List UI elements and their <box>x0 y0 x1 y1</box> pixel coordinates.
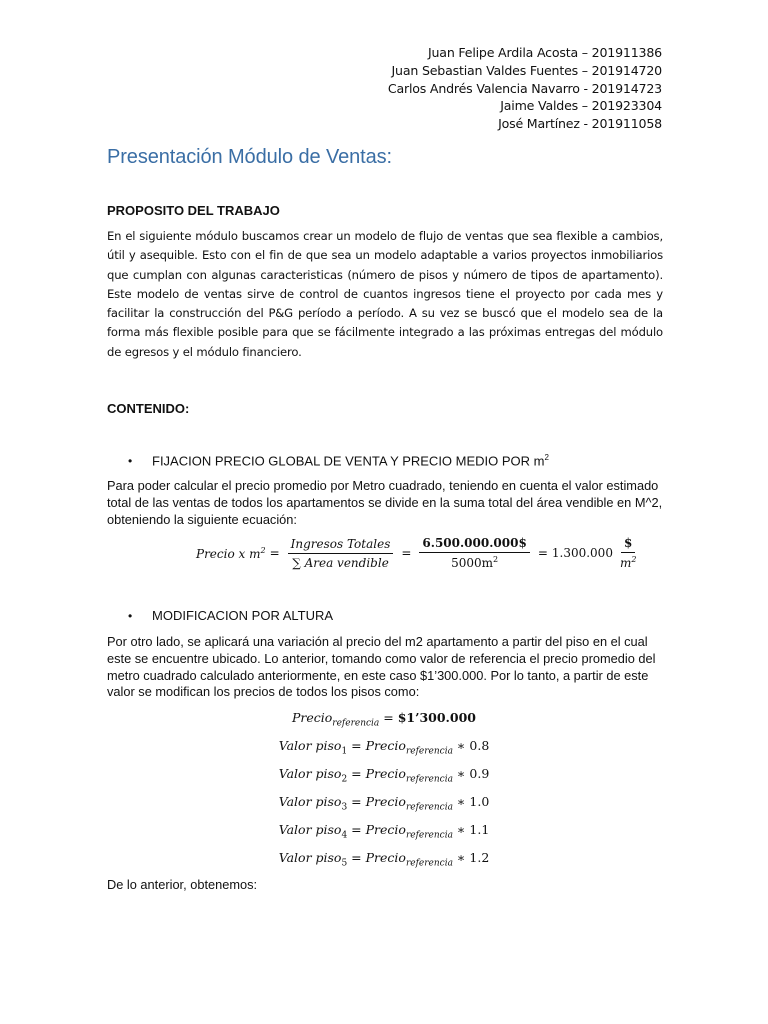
floor-equation: Valor piso$_3$ = Precio$_{referencia}$ ∗ 1.0 <box>278 794 490 813</box>
bullet-icon: • <box>128 609 133 623</box>
fraction-denominator: ∑ Area vendible <box>292 555 389 570</box>
bullet-title: FIJACION PRECIO GLOBAL DE VENTA Y PRECIO MEDIO POR m <box>152 453 545 469</box>
author-line: Carlos Andrés Valencia Navarro - 201914723 <box>387 80 662 96</box>
bullet-item-global-price <box>128 453 549 468</box>
purpose-heading: PROPOSITO DEL TRABAJO <box>107 203 280 218</box>
superscript: 2 <box>544 453 549 462</box>
content-heading: CONTENIDO: <box>107 401 190 416</box>
fraction-unit <box>617 536 639 570</box>
eq-result: 1.300.000 <box>551 546 613 560</box>
eq-sign: = <box>401 546 412 560</box>
author-line: Jaime Valdes – 201923304 <box>500 98 662 114</box>
section2-paragraph: Por otro lado, se aplicará una variación al precio del m2 apartamento a partir del piso en el cual este se encuentre ubicado. Lo anterior, tomando como valor de referencia el precio promedio del metro cuadrado calculado anteriormente, en este caso $1’300.000. Por lo tanto, a partir de este valor se modifican los precios de todos los pisos como: <box>107 634 656 700</box>
floor-equation: Valor piso$_4$ = Precio$_{referencia}$ ∗ 1.1 <box>278 822 490 841</box>
fraction-numerator: Ingresos Totales <box>288 537 394 554</box>
bullet-title: MODIFICACION POR ALTURA <box>152 608 334 623</box>
author-line: José Martínez - 201911058 <box>498 116 662 132</box>
eq-lhs: Precio x $m^2$ <box>196 545 266 561</box>
floor-equation: Valor piso$_5$ = Precio$_{referencia}$ ∗ 1.2 <box>278 850 490 869</box>
fraction-numerator: $ <box>621 536 635 553</box>
author-line: Juan Felipe Ardila Acosta – 201911386 <box>428 45 662 60</box>
reference-price-equation: Precio$_{referencia}$ = $1’300.000 <box>291 710 477 729</box>
fraction-numerator: 6.500.000.000$ <box>419 536 529 553</box>
fraction-denominator: $m^2$ <box>619 555 637 570</box>
purpose-paragraph: En el siguiente módulo buscamos crear un modelo de flujo de ventas que sea flexible a cambios, útil y asequible. Esto con el fin de que sea un modelo adaptable a varios proyectos inmobiliarios que cumplan con algunas caracteristicas (número de pisos y número de tipos de apartamento). Este modelo de ventas sirve de control de cuantos ingresos tiene el proyecto por cada mes y facilitar la construcción del P&G período a período. A su vez se buscó que el modelo sea de la forma más flexible posible para que se fácilmente integrado a las próximas entregas del módulo de egresos y el módulo financiero. <box>107 229 663 359</box>
fraction-denominator: $5000m^2$ <box>451 555 499 570</box>
fraction-values <box>419 536 529 570</box>
floor-equation: Valor piso$_1$ = Precio$_{referencia}$ ∗ 0.8 <box>278 738 490 757</box>
closing-text: De lo anterior, obtenemos: <box>107 877 258 892</box>
price-per-m2-equation <box>196 536 643 570</box>
eq-sign: = <box>269 546 280 560</box>
eq-sign: = <box>537 546 548 560</box>
section1-paragraph: Para poder calcular el precio promedio por Metro cuadrado, teniendo en cuenta el valor estimado total de las ventas de todos los apartamentos se divide en la suma total del área vendible en M^2, obteniendo la siguiente ecuación: <box>107 478 663 527</box>
floor-equation: Valor piso$_2$ = Precio$_{referencia}$ ∗ 0.9 <box>278 766 490 785</box>
author-list <box>388 44 662 133</box>
bullet-icon: • <box>128 454 133 469</box>
document-title: Presentación Módulo de Ventas: <box>107 146 392 168</box>
author-line: Juan Sebastian Valdes Fuentes – 201914720 <box>391 62 662 78</box>
bullet-item-height-modification <box>128 608 333 623</box>
fraction-formula <box>288 537 394 570</box>
